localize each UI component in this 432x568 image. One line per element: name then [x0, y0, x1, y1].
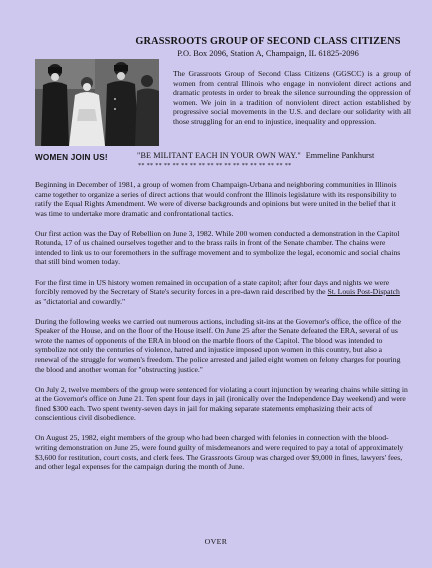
paragraph-verdict: On August 25, 1982, eight members of the group who had been charged with felonies in connection with the blood-writing demonstration on June 25, were found guilty of misdemeanors and were required to pay a total of approximately $3,600 for restitution, court costs, and clerk fees. The Grassroots Group was charged over $9,000 in fines, lawyers' fees, and other legal expenses for the campaign during the month of June. — [35, 433, 404, 472]
paragraph-occupation-text-start: For the first time in US history women remained in occupation of a state capitol; after four days and nights we were forcibly removed by the Secretary of State's security forces in a pre-dawn raid described by the — [35, 277, 390, 297]
letterhead — [118, 36, 418, 59]
paragraph-sentencing: On July 2, twelve members of the group were sentenced for violating a court injunction by wearing chains while sitting in at the Governor's office on June 21. Ten spent four days in jail (ironically over the Independence Day weekend) and were fined $300 each. Two spent twenty-seven days in jail for making separate statements emphasizing their acts of conscientious civil disobedience. — [35, 384, 408, 423]
suffragist-arrest-photo — [35, 59, 159, 146]
historical-photo — [35, 59, 159, 146]
paragraph-beginning: Beginning in December of 1981, a group of women from Champaign-Urbana and neighboring communities in Illinois came together to organize a series of direct actions that would confront the Illinois legislature with its responsibility to ratify the Equal Rights Amendment. We were of diverse backgrounds and opinions but were united in the belief that it was time to undertake more dramatic and confrontational tactics. — [35, 180, 397, 218]
body-text — [35, 180, 408, 482]
women-join-us-heading: WOMEN JOIN US! — [35, 153, 108, 162]
star-divider: ** ** ** ** ** ** ** ** ** ** ** ** ** ** ** ** ** ** — [138, 162, 292, 169]
paragraph-day-of-rebellion: Our first action was the Day of Rebellion on June 3, 1982. While 200 women conducted a demonstration in the Capitol Rotunda, 17 of us chained ourselves together and to the brass rails in front of the Senate chamber. The chains were intended to link us to our foremothers in the suffrage movement and to symbolize the legal, economic and social chains that still bind women today. — [35, 228, 401, 267]
organization-address: P.O. Box 2096, Station A, Champaign, IL 61825-2096 — [177, 49, 359, 58]
paragraph-occupation-text-end: as "dictatorial and cowardly." — [35, 296, 126, 306]
quote-text: "BE MILITANT EACH IN YOUR OWN WAY." — [137, 151, 301, 160]
over-label: OVER — [204, 537, 228, 546]
intro-paragraph: The Grassroots Group of Second Class Citizens (GGSCC) is a group of women from central Illinois who engage in nonviolent direct actions and dramatic protests in order to break the silence surrounding the oppression of women. We join in a tradition of nonviolent direct action established by progressive social movements in the U.S. and declare our solidarity with all those struggling for an end to injustice, inequality and oppression. — [173, 69, 411, 126]
paragraph-blood-writing: During the following weeks we carried out numerous actions, including sit-ins at the Governor's office, the office of the Speaker of the House, and on the floor of the House itself. On June 25 after the Senate defeated the ERA, several of us wrote the names of opponents of the ERA in blood on the marble floors of the Capitol. The blood was intended to symbolize not only the centuries of violence, hatred and injustice imposed upon women in this country, but also a renewal of the struggle for women's freedom. The police arrested and jailed eight women on felony charges for pouring the blood and another woman for "obstructing justice." — [35, 316, 402, 374]
quote-author: Emmeline Pankhurst — [305, 151, 375, 160]
organization-name: GRASSROOTS GROUP OF SECOND CLASS CITIZENS — [135, 36, 401, 47]
paragraph-occupation — [35, 278, 408, 307]
post-dispatch-citation: St. Louis Post-Dispatch — [327, 287, 400, 297]
pankhurst-quote — [137, 151, 374, 161]
